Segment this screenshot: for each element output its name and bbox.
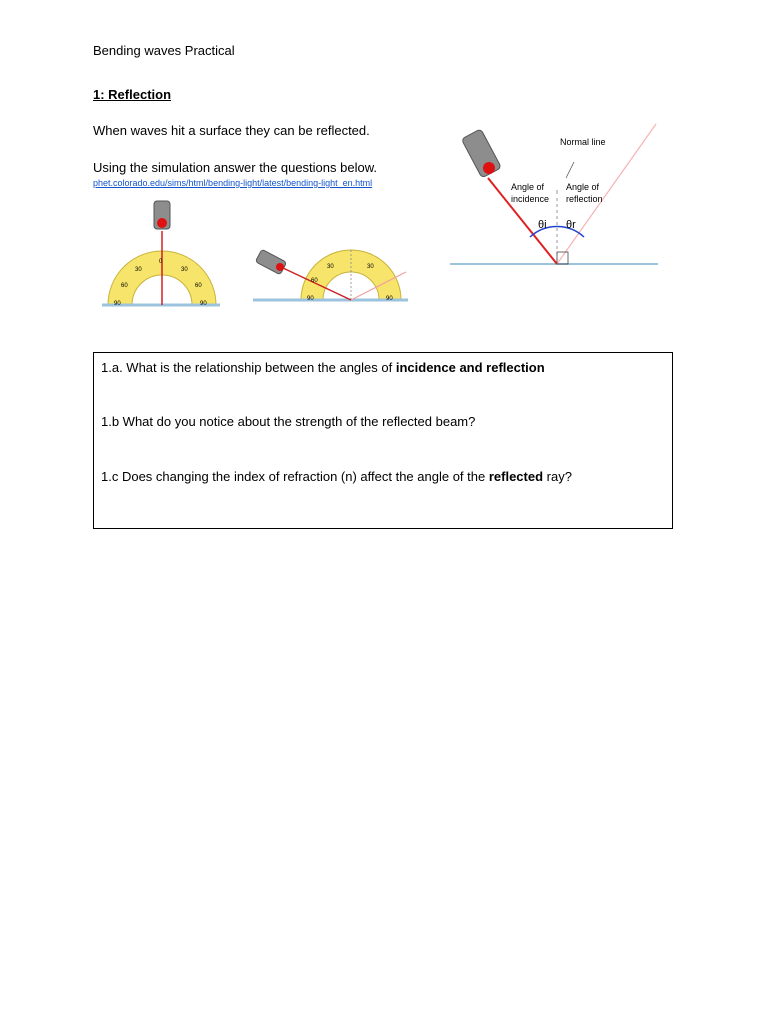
question-1a: [101, 360, 545, 375]
theta-r-label: θr: [566, 219, 576, 231]
angle-of-label-incidence: Angle of: [511, 182, 545, 192]
simulation-link[interactable]: phet.colorado.edu/sims/html/bending-light/latest/bending-light_en.html: [93, 178, 373, 188]
intro-text: When waves hit a surface they can be reflected.: [93, 123, 370, 138]
protractor2-label-30-right: 30: [367, 264, 374, 270]
theta-i-label: θi: [538, 219, 547, 231]
protractor-label-90-left: 90: [114, 301, 121, 307]
angle-of-label-reflection: Angle of: [566, 182, 600, 192]
protractor-label-90-right: 90: [200, 301, 207, 307]
question-1c-tail: ray?: [543, 469, 572, 484]
instruction-text: Using the simulation answer the questions below.: [93, 160, 377, 175]
incidence-label: incidence: [511, 194, 550, 204]
question-1a-bold: incidence and reflection: [395, 360, 545, 375]
question-1b-text: 1.b What do you notice about the strength of the reflected beam?: [101, 414, 476, 429]
questions-box: [93, 352, 673, 529]
protractor-image-angled: [253, 240, 408, 305]
reflection-label: reflection: [566, 194, 603, 204]
section-heading: 1: Reflection: [93, 87, 172, 102]
protractor-label-60-left: 60: [121, 283, 128, 289]
reflection-diagram: [448, 118, 660, 270]
protractor2-label-60-left: 60: [311, 278, 318, 284]
normal-line-label: Normal line: [560, 137, 606, 147]
document-title: Bending waves Practical: [93, 43, 235, 58]
protractor2-label-90-left: 90: [307, 296, 314, 302]
question-1c-text: 1.c Does changing the index of refraction (n) affect the angle of the: [101, 469, 489, 484]
protractor2-label-90-right: 90: [386, 296, 393, 302]
question-1b: [101, 414, 475, 429]
protractor2-label-30-left: 30: [327, 264, 334, 270]
question-1c: [101, 469, 572, 484]
protractor-image-vertical: [100, 195, 222, 310]
protractor-label-30-left: 30: [135, 267, 142, 273]
protractor-label-0: 0: [159, 259, 163, 265]
protractor-label-60-right: 60: [195, 283, 202, 289]
question-1c-bold: reflected: [488, 469, 544, 484]
protractor-label-30-right: 30: [181, 267, 188, 273]
question-1a-text: 1.a. What is the relationship between the angles of: [101, 360, 396, 375]
